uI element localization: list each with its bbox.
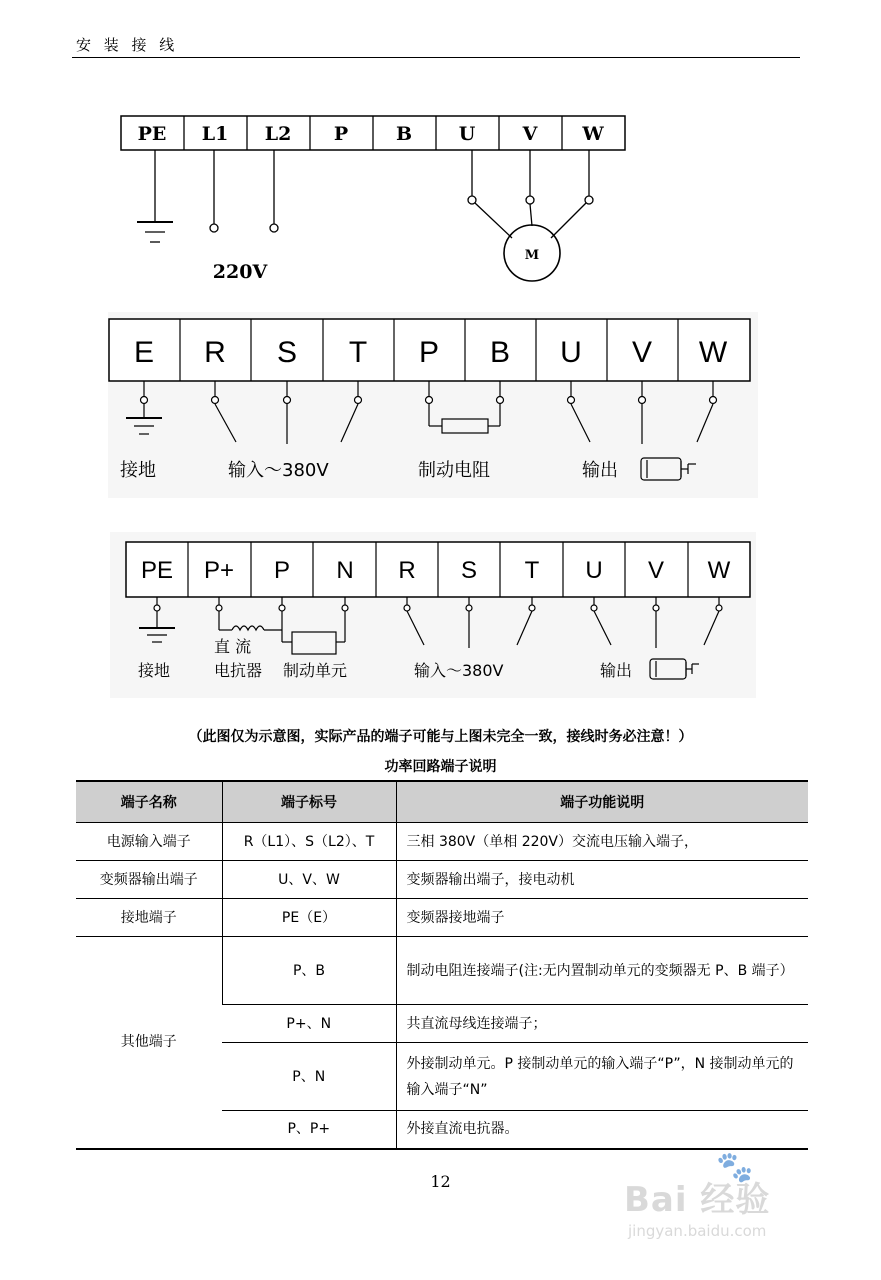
table-header: 端子功能说明 [396,781,808,823]
terminal-code: P、P+ [222,1111,396,1149]
d2-input-label: 输入～380V [228,460,329,481]
terminal-desc: 外接直流电抗器。 [396,1111,808,1149]
page-number: 12 [430,1172,451,1191]
d2-resistor-label: 制动电阻 [418,460,490,481]
terminal-code: P、B [222,937,396,1005]
terminal-desc: 外接制动单元。P 接制动单元的输入端子“P”，N 接制动单元的输入端子“N” [396,1043,808,1111]
d2-terminal: B [489,336,511,369]
paw-icon: 🐾 [716,1150,754,1185]
terminal-table [76,780,808,1150]
diagram1 [121,116,625,281]
d2-terminal: V [631,336,653,369]
d3-terminal: V [647,557,665,584]
d1-voltage-label: 220V [212,261,268,283]
terminal-desc: 变频器输出端子，接电动机 [396,861,808,899]
terminal-name: 接地端子 [76,899,222,937]
terminal-desc: 制动电阻连接端子(注:无内置制动单元的变频器无 P、B 端子） [396,937,808,1005]
d3-terminal: PE [140,557,174,584]
diagram-note: （此图仅为示意图，实际产品的端子可能与上图未完全一致，接线时务必注意！） [188,729,693,745]
watermark-brand: Bai 经验 [624,1180,771,1220]
terminal-code: U、V、W [222,861,396,899]
d1-terminal: V [522,123,538,145]
d1-terminal: U [458,123,476,145]
d2-terminal: R [204,336,226,369]
d3-terminal: P+ [203,557,235,584]
d2-ground-label: 接地 [120,460,156,481]
table-row [76,861,808,899]
terminal-name: 其他端子 [76,937,222,1149]
d2-terminal: P [418,336,440,369]
d3-terminal: U [585,557,603,584]
d3-terminal: T [524,557,540,584]
page-header: 安 装 接 线 [76,36,179,54]
d1-terminal: PE [137,123,167,145]
motor-label: M [524,248,540,263]
d3-terminal: R [398,557,416,584]
d3-terminal: S [460,557,478,584]
diagram1-labels [138,123,605,283]
d3-dc-label-line2: 电抗器 [214,661,263,680]
table-row [76,899,808,937]
d3-terminal: P [273,557,291,584]
d2-terminal: W [698,336,728,369]
d1-terminal: L1 [201,123,229,145]
d3-brake-unit-label: 制动单元 [283,661,348,680]
table-header: 端子标号 [222,781,396,823]
d1-terminal: L2 [264,123,292,145]
d1-terminal: P [333,123,349,145]
table-title: 功率回路端子说明 [384,759,497,775]
terminal-desc: 三相 380V（单相 220V）交流电压输入端子， [396,823,808,861]
d2-terminal: E [133,336,155,369]
d3-ground-label: 接地 [138,661,171,680]
terminal-code: P、N [222,1043,396,1111]
table-header: 端子名称 [76,781,222,823]
terminal-desc: 共直流母线连接端子； [396,1005,808,1043]
d2-terminal: T [348,336,368,369]
terminal-code: P+、N [222,1005,396,1043]
d3-output-label: 输出 [600,661,633,680]
terminal-desc: 变频器接地端子 [396,899,808,937]
d2-output-label: 输出 [582,460,618,481]
d2-terminal: S [276,336,298,369]
baidu-watermark [624,1150,834,1250]
d1-terminal: W [582,123,604,145]
d3-terminal: N [336,557,354,584]
d3-terminal: W [707,557,731,584]
table-header-row [76,781,808,823]
terminal-name: 电源输入端子 [76,823,222,861]
table-row [76,823,808,861]
d1-terminal: B [395,123,413,145]
d3-input-label: 输入～380V [414,661,504,680]
table-row [76,937,808,1005]
d2-terminal: U [560,336,582,369]
diagram2-labels [134,336,728,369]
terminal-name: 变频器输出端子 [76,861,222,899]
d3-dc-label-line1: 直 流 [214,637,252,656]
watermark-url: jingyan.baidu.com [628,1222,767,1240]
terminal-code: PE（E） [222,899,396,937]
terminal-code: R（L1）、S（L2）、T [222,823,396,861]
